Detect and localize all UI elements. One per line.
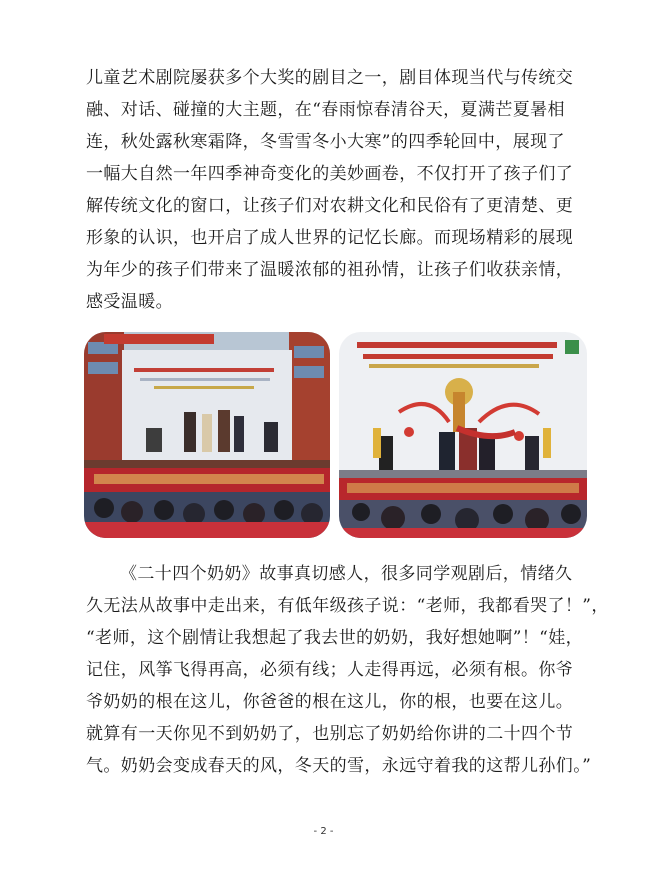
paragraph-line: 《二十四个奶奶》故事真切感人，很多同学观剧后，情绪久 bbox=[120, 564, 573, 584]
paragraph-line: 一幅大自然一年四季神奇变化的美妙画卷，不仅打开了孩子们了 bbox=[86, 164, 574, 184]
paragraph-1 bbox=[86, 62, 574, 318]
stage-photo-left bbox=[84, 332, 330, 538]
paragraph-line: 就算有一天你见不到奶奶了，也别忘了奶奶给你讲的二十四个节 bbox=[86, 724, 574, 744]
paragraph-line: 记住，风筝飞得再高，必须有线；人走得再远，必须有根。你爷 bbox=[86, 660, 574, 680]
stage-photo-right bbox=[339, 332, 587, 538]
paragraph-line: 感受温暖。 bbox=[86, 292, 173, 312]
paragraph-line: 儿童艺术剧院屡获多个大奖的剧目之一，剧目体现当代与传统交 bbox=[86, 68, 574, 88]
paragraph-line: 为年少的孩子们带来了温暖浓郁的祖孙情，让孩子们收获亲情， bbox=[86, 260, 574, 280]
paragraph-line: 融、对话、碰撞的大主题，在“春雨惊春清谷天，夏满芒夏暑相 bbox=[86, 100, 565, 120]
paragraph-line: “老师，这个剧情让我想起了我去世的奶奶，我好想她啊”！“娃， bbox=[86, 628, 584, 648]
page-number: - 2 - bbox=[313, 826, 334, 837]
paragraph-line: 爷奶奶的根在这儿，你爸爸的根在这儿，你的根，也要在这儿。 bbox=[86, 692, 574, 712]
paragraph-line: 形象的认识，也开启了成人世界的记忆长廊。而现场精彩的展现 bbox=[86, 228, 574, 248]
paragraph-line: 连，秋处露秋寒霜降，冬雪雪冬小大寒”的四季轮回中，展现了 bbox=[86, 132, 565, 152]
paragraph-line: 久无法从故事中走出来，有低年级孩子说：“老师，我都看哭了！”， bbox=[86, 596, 609, 616]
stage-photo-right-image bbox=[339, 332, 587, 538]
paragraph-line: 气。奶奶会变成春天的风，冬天的雪，永远守着我的这帮儿孙们。” bbox=[86, 756, 592, 776]
stage-photo-left-image bbox=[84, 332, 330, 538]
paragraph-2 bbox=[86, 558, 609, 782]
paragraph-line: 解传统文化的窗口，让孩子们对农耕文化和民俗有了更清楚、更 bbox=[86, 196, 574, 216]
